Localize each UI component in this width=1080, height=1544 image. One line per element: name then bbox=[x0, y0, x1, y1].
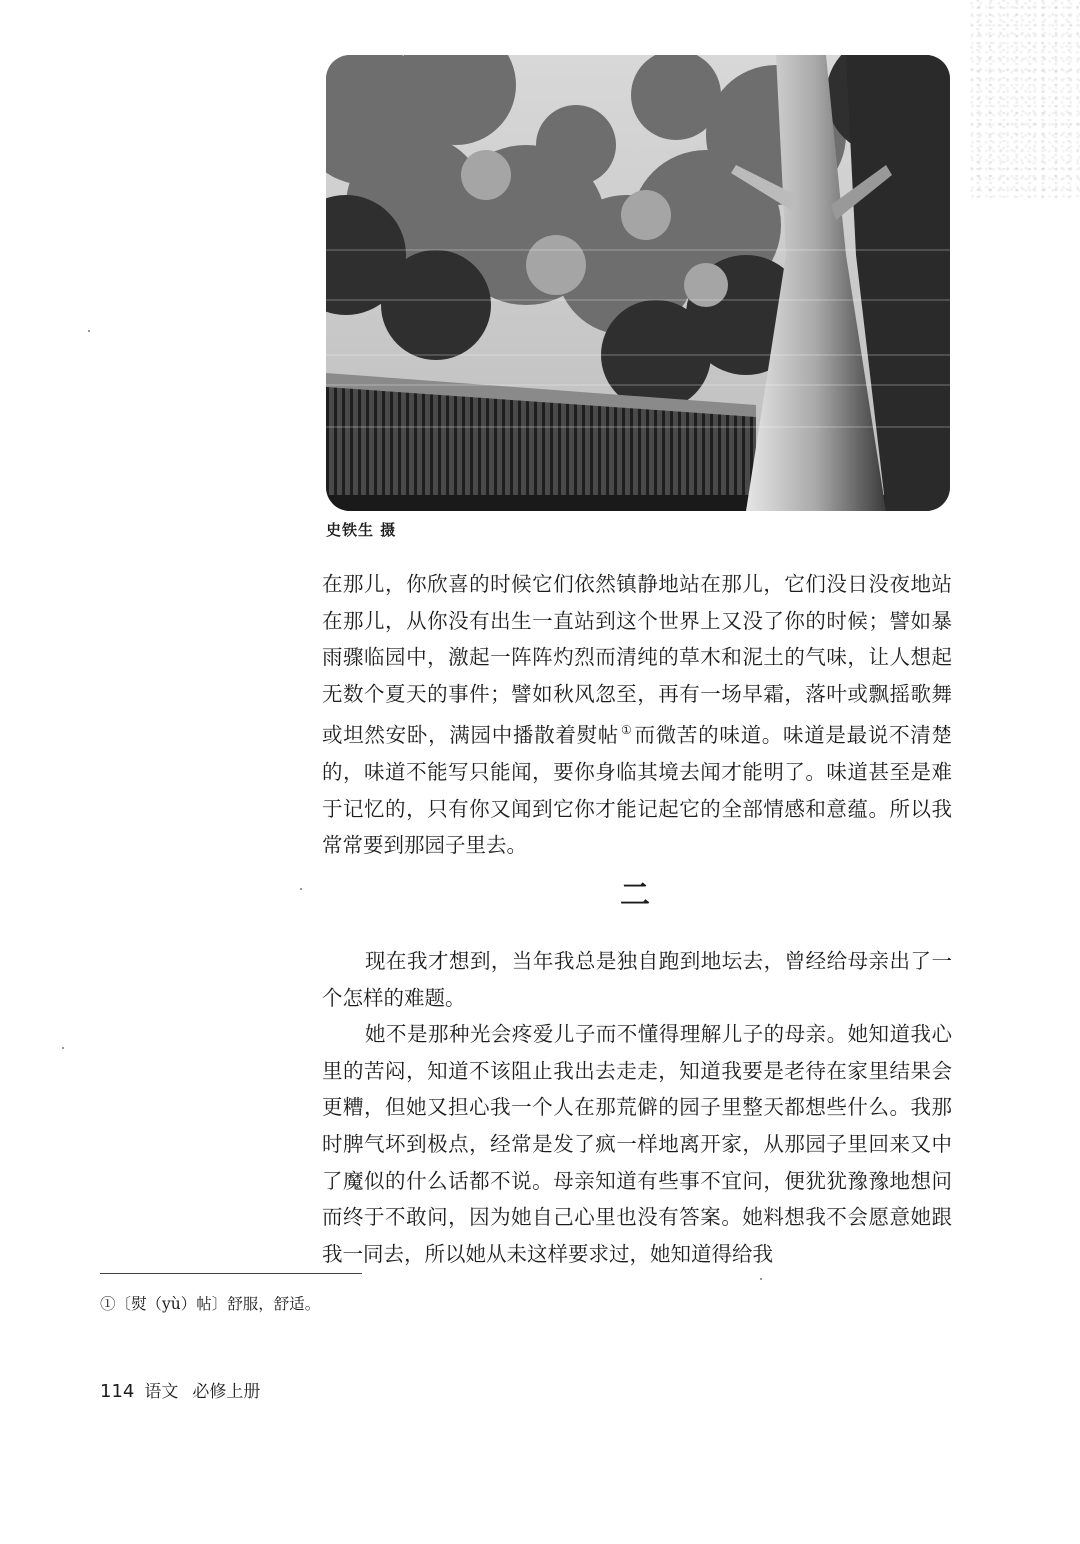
continuation-text bbox=[322, 566, 952, 864]
page-footer bbox=[100, 1377, 260, 1402]
footer-book: 必修上册 bbox=[192, 1382, 261, 1402]
photo-caption: 史铁生 摄 bbox=[326, 521, 397, 539]
paragraph-text: 在那儿，你欣喜的时候它们依然镇静地站在那儿，它们没日没夜地站在那儿，从你没有出生一直站到这个世界上又没了你的时候；譬如暴雨骤临园中，激起一阵阵灼烈而清纯的草木和泥土的气味，让人想起无数个夏天的事件；譬如秋风忽至，再有一场早霜，落叶或飘摇歌舞或坦然安卧，满园中播散着熨帖 bbox=[322, 572, 952, 748]
page-number: 114 bbox=[100, 1381, 135, 1402]
photo-trees-wall bbox=[326, 55, 950, 511]
footer-subject: 语文 bbox=[144, 1382, 179, 1402]
footnote: ①〔熨（yù）帖〕舒服，舒适。 bbox=[100, 1295, 321, 1313]
photograph bbox=[326, 55, 950, 511]
paragraph: 现在我才想到，当年我总是独自跑到地坛去，曾经给母亲出了一个怎样的难题。 bbox=[322, 949, 952, 1010]
paragraph: 她不是那种光会疼爱儿子而不懂得理解儿子的母亲。她知道我心里的苦闷，知道不该阻止我出去走走，知道我要是老待在家里结果会更糟，但她又担心我一个人在那荒僻的园子里整天都想些什么。我那时脾气坏到极点，经常是发了疯一样地离开家，从那园子里回来又中了魔似的什么话都不说。母亲知道有些事不宜问，便犹犹豫豫地想问而终于不敢问，因为她自己心里也没有答案。她料想我不会愿意她跟我一同去，所以她从未这样要求过，她知道得给我 bbox=[322, 1022, 952, 1266]
paragraph-text: 而微苦的味道。味道是最说不清楚的，味道不能写只能闻，要你身临其境去闻才能明了。味道甚至是难于记忆的，只有你又闻到它你才能记起它的全部情感和意蕴。所以我常常要到那园子里去。 bbox=[322, 723, 953, 858]
scan-speck bbox=[62, 1047, 64, 1049]
scan-edge-noise bbox=[970, 0, 1080, 200]
footnote-marker: ① bbox=[621, 723, 633, 738]
section-text bbox=[322, 943, 952, 1272]
scan-speck bbox=[300, 888, 302, 890]
paragraph bbox=[322, 566, 952, 864]
scan-speck bbox=[88, 330, 90, 332]
footnote-divider bbox=[100, 1273, 362, 1274]
scan-speck bbox=[760, 1278, 762, 1280]
section-heading: 二 bbox=[620, 878, 650, 913]
